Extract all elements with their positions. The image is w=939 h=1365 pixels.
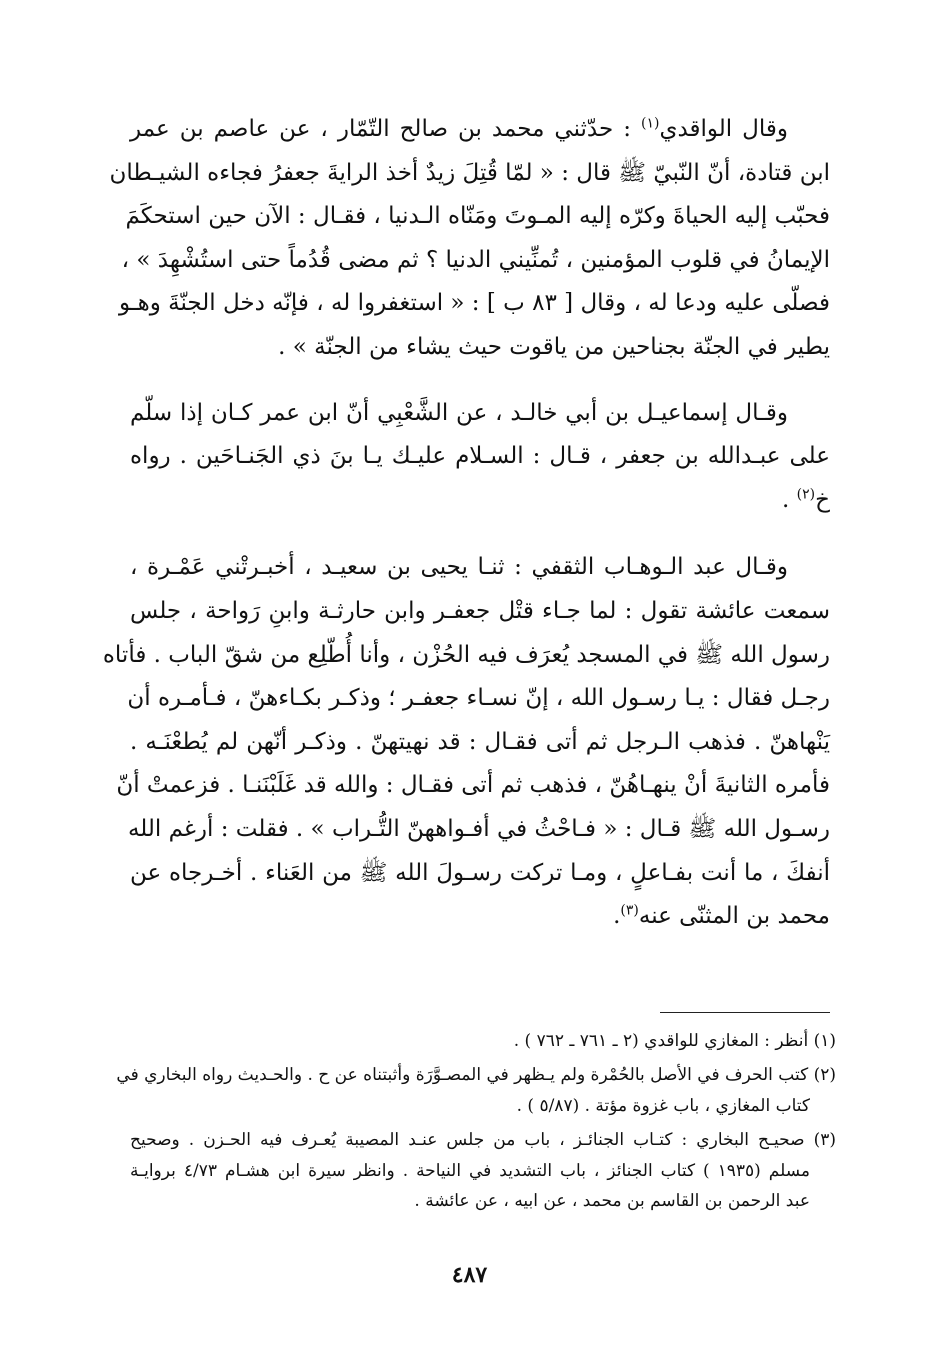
footnote-line: (١) أنظر : المغازي للواقدي (٢ ـ ٧٦١ ـ ٧٦٢ ) .: [513, 1031, 836, 1051]
text-line: وقـال إسماعيـل بن أبي خالـد ، عن الشَّعْبِي أنّ ابن عمر كـان إذا سلّم: [130, 399, 788, 426]
text-line: فحبّب إليه الحياةَ وكرّه إليه المـوتَ ومَنّاه الـدنيا ، فقـال : الآن حين استحكَمَ: [125, 203, 830, 230]
footnote-divider: [660, 1012, 830, 1013]
text-line: رسول الله ﷺ في المسجد يُعرَف فيه الحُزْن ، وأنا أُطّلِع من شقّ الباب . فأتاه: [102, 641, 830, 668]
footnote-3: [130, 1125, 836, 1216]
text-line: على عبـدالله بن جعفر ، قـال : السـلام عليـك يـا بنَ ذي الجَنـاحَين . رواه: [130, 443, 830, 470]
text-segment: خ: [815, 486, 830, 513]
paragraph-3: [102, 546, 830, 938]
text-line: رجـل فقال : يـا رسـول الله ، إنّ نسـاء جعفـر ؛ وذكـر بكـاءهنّ ، فـأمـره أن: [127, 685, 830, 712]
text-line: يطير في الجنّة بجناحين من ياقوت حيث يشاء من الجنّة » .: [278, 333, 830, 360]
text-segment: .: [782, 486, 797, 513]
footnote-line: كتاب المغازي ، باب غزوة مؤتة . (٥/٨٧ ) .: [516, 1095, 810, 1116]
footnote-line: مسلم (١٩٣٥ ) كتاب الجنائز ، باب التشديد في النياحة . وانظر سيرة ابن هشـام ٤/٧٣ بروايـة: [130, 1160, 810, 1181]
text-segment: : حدّثني محمد بن صالح التّمّار ، عن عاصم بن عمر: [130, 116, 641, 142]
text-line: سمعت عائشة تقول : لما جـاء قتْل جعفـر وابن حارثـة وابنِ رَواحة ، جلس: [130, 597, 830, 624]
text-line: الإيمانُ في قلوب المؤمنين ، تُمنِّيني الدنيا ؟ ثم مضى قُدُماً حتى استُشْهِدَ » ،: [121, 246, 830, 273]
paragraph-2: [130, 392, 830, 523]
text-line: وقـال عبد الـوهـاب الثقفي : ثنـا يحيى بن سعيـد ، أخبـرتْني عَمْـرة ،: [130, 554, 788, 581]
text-line: ابن قتادة، أنّ النّبيّ ﷺ قال : « لمّا قُتِلَ زيدٌ أخذ الرايةَ جعفرُ فجاءه الشيـطان: [109, 159, 830, 186]
footnote-marker[interactable]: (٣): [620, 902, 639, 919]
text-line: فصلّى عليه ودعا له ، وقال [ ٨٣ ب ] : « استغفروا له ، فإنّه دخل الجنّةَ وهـو: [118, 290, 830, 317]
footnote-line: (٣) صحيـح البخاري : كتـاب الجنائـز ، باب من جلس عنـد المصيبة يُعـرف فيه الحـزن . وصحيح: [130, 1130, 836, 1151]
text-segment: محمد بن المثنّى عنه: [638, 903, 830, 930]
text-line: [130, 895, 830, 939]
text-line: فأمره الثانيةَ أنْ ينهـاهُنّ ، فذهب ثم أتى فقـال : والله قد غَلَبْنَنـا . فزعمتْ أنّ: [116, 772, 830, 799]
text-segment: .: [613, 903, 621, 930]
footnotes: [116, 1026, 836, 1220]
footnote-line: (٢) كتب الحرف في الأصل بالحُمْرة ولم يـظهر في المصـوَّرَة وأثبتناه عن ح . والحـديث رواه البخاري في: [116, 1065, 836, 1086]
page-number: ٤٨٧: [451, 1262, 488, 1288]
main-text: [102, 108, 830, 939]
text-line: [130, 108, 830, 152]
footnote-line: عبد الرحمن بن القاسم بن محمد ، عن ابيه ، عن عائشة .: [414, 1191, 810, 1212]
text-line: [130, 479, 830, 523]
text-line: أنفكَ ، ما أنت بفـاعلٍ ، ومـا تركت رسـولَ الله ﷺ من العَناء . أخـرجاه عن: [130, 859, 830, 886]
footnote-1: [130, 1026, 836, 1056]
footnote-marker[interactable]: (٢): [796, 486, 816, 503]
text-segment: وقال الواقدي: [659, 116, 788, 142]
text-line: رسـول الله ﷺ قـال : « فـاحْثُ في أفـواههنّ التُّـراب » . فقلت : أرغم الله: [127, 815, 830, 842]
paragraph-1: [109, 108, 830, 370]
footnote-2: [116, 1060, 836, 1121]
footnote-marker[interactable]: (١): [640, 115, 660, 132]
text-line: يَنْهاهنّ . فذهب الـرجل ثم أتى فقـال : قد نهيتهنّ . وذكـر أنّهن لم يُطعْنَـه .: [130, 728, 830, 755]
